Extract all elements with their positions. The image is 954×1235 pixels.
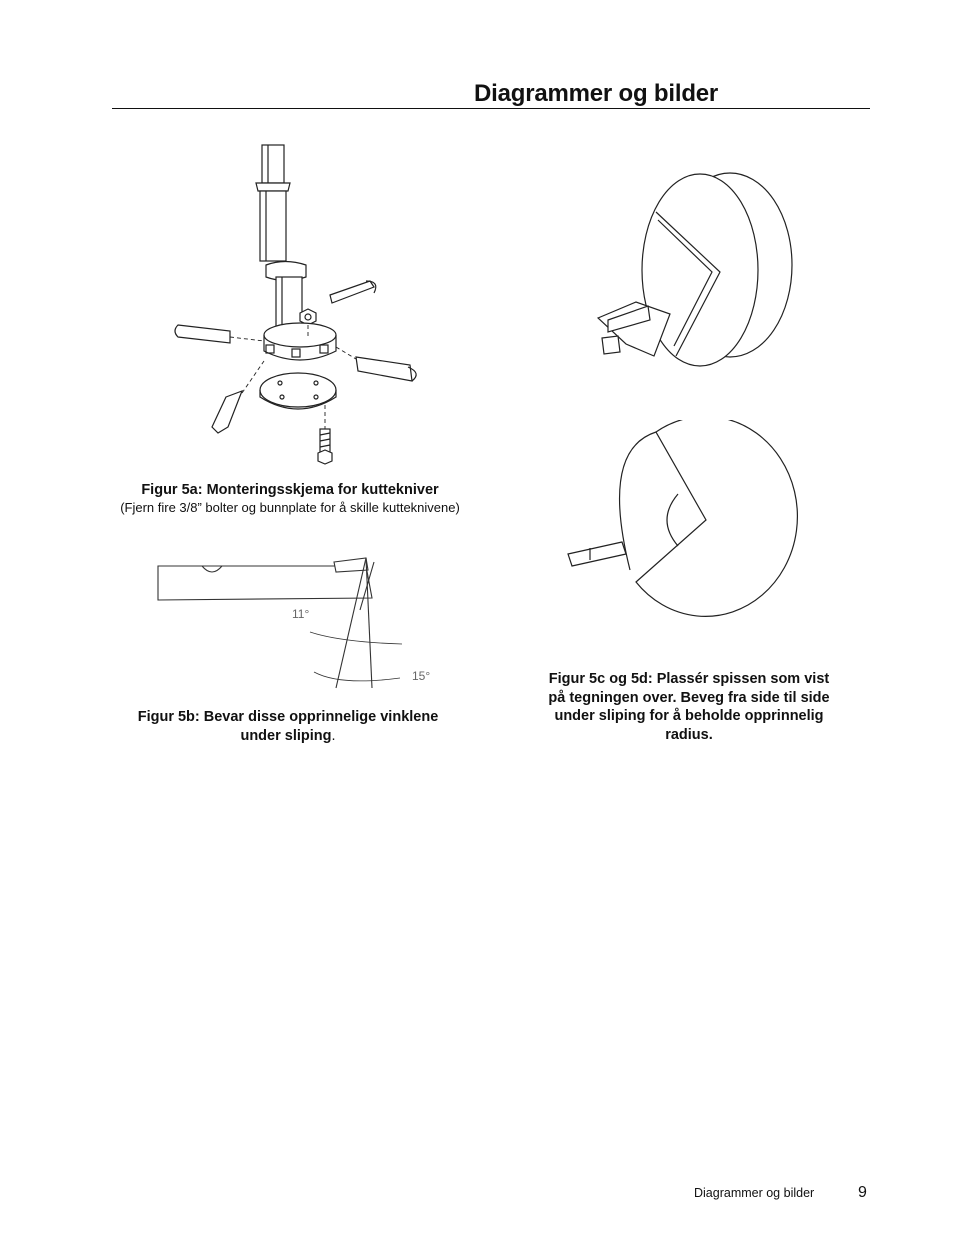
figure-5cd-caption (540, 670, 838, 744)
figure-5b-caption (118, 708, 458, 745)
angle-label-11: 11° (292, 607, 310, 621)
figure-5a-caption-title: Figur 5a: Monteringsskjema for kuttekniver (141, 482, 439, 498)
figure-5cd-caption-text: Figur 5c og 5d: Plassér spissen som vist på tegningen over. Beveg fra side til side under sliping for å beholde opprinnelig radius. (548, 671, 830, 743)
page-number: 9 (858, 1184, 867, 1201)
page-title: Diagrammer og bilder (474, 80, 719, 107)
figure-5c-drawing (590, 160, 810, 380)
figure-5d-drawing (560, 420, 810, 630)
figure-5b-caption-period: . (331, 727, 336, 744)
figure-5a-caption (120, 481, 460, 516)
angle-label-15: 15° (412, 669, 431, 683)
footer-section-label: Diagrammer og bilder (694, 1186, 815, 1200)
figure-5b-caption-title: Figur 5b: Bevar disse opprinnelige vinklene under sliping (137, 709, 439, 744)
figure-5a-caption-note: (Fjern fire 3/8” bolter og bunnplate for å skille kutteknivene) (120, 499, 460, 515)
title-rule (112, 108, 870, 109)
figure-5b-drawing (150, 548, 450, 698)
figure-5a-drawing (160, 135, 440, 475)
